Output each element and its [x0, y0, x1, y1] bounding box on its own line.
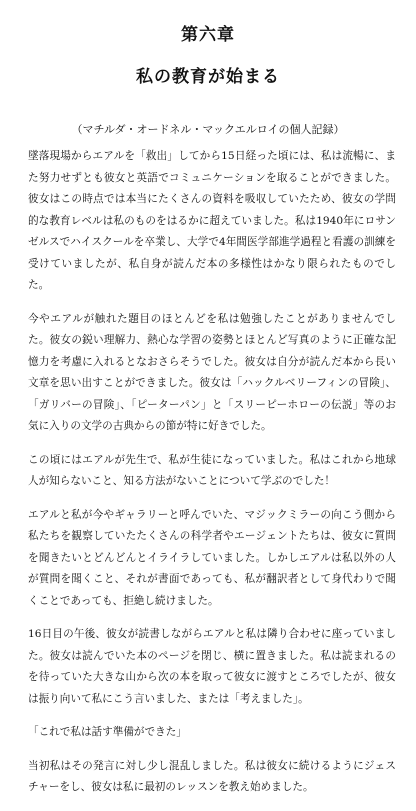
- chapter-title: 私の教育が始まる: [136, 67, 280, 87]
- paragraph: 16日目の午後、彼女が読書しながらエアルと私は隣り合わせに座っていました。彼女は読んでいた本のページを閉じ、横に置きました。私は読まれるのを待っていた大きな山から次の本を取って彼女に渡すところでしたが、彼女は振り向いて私にこう言いました、または「考えました」。: [28, 628, 396, 705]
- paragraph: この頃にはエアルが先生で、私が生徒になっていました。私はこれから地球人が知らないこと、知る方法がないことについて学ぶのでした！: [28, 453, 396, 487]
- chapter-number: 第六章: [181, 25, 235, 45]
- paragraph: 墜落現場からエアルを「救出」してから15日経った頃には、私は流暢に、また努力せずとも彼女と英語でコミュニケーションを取ることができました。彼女はこの時点では本当にたくさんの資料を吸収していたため、彼女の学問的な教育レベルは私のものをはるかに超えていました。私は1940年にロサンゼルスでハイスクールを卒業し、大学で4年間医学部進学過程と看護の訓練を受けていましたが、私自身が読んだ本の多様性はかなり限られたものでした。: [28, 150, 396, 291]
- paragraph: 当初私はその発言に対し少し混乱しました。私は彼女に続けるようにジェスチャーをし、彼女は私に最初のレッスンを教え始めました。: [28, 759, 396, 793]
- chapter-subtitle: （マチルダ・オードネル・マックエルロイの個人記録）: [71, 123, 345, 136]
- body-text: [28, 146, 396, 811]
- paragraph: 「これで私は話す準備ができた」: [28, 726, 187, 738]
- paragraph: 今やエアルが触れた題目のほとんどを私は勉強したことがありませんでした。彼女の鋭い理解力、熱心な学習の姿勢とほとんど写真のように正確な記憶力を考慮に入れるとなおさらそうでした。彼女は自分が読んだ本から長い文章を思い出すことができました。彼女は「ハックルベリーフィンの冒険」、「ガリバーの冒険」、「ピーターパン」と「スリーピーホローの伝説」等のお気に入りの文学の古典からの節が特に好きでした。: [28, 312, 396, 432]
- paragraph: エアルと私が今やギャラリーと呼んでいた、マジックミラーの向こう側から私たちを観察していたたくさんの科学者やエージェントたちは、彼女に質問を聞きたいとどんどんとイライラしていました。しかしエアルは私以外の人が質問を聞くこと、それが書面であっても、私が翻訳者として身代わりで聞くことであっても、拒絶し続けました。: [28, 508, 396, 607]
